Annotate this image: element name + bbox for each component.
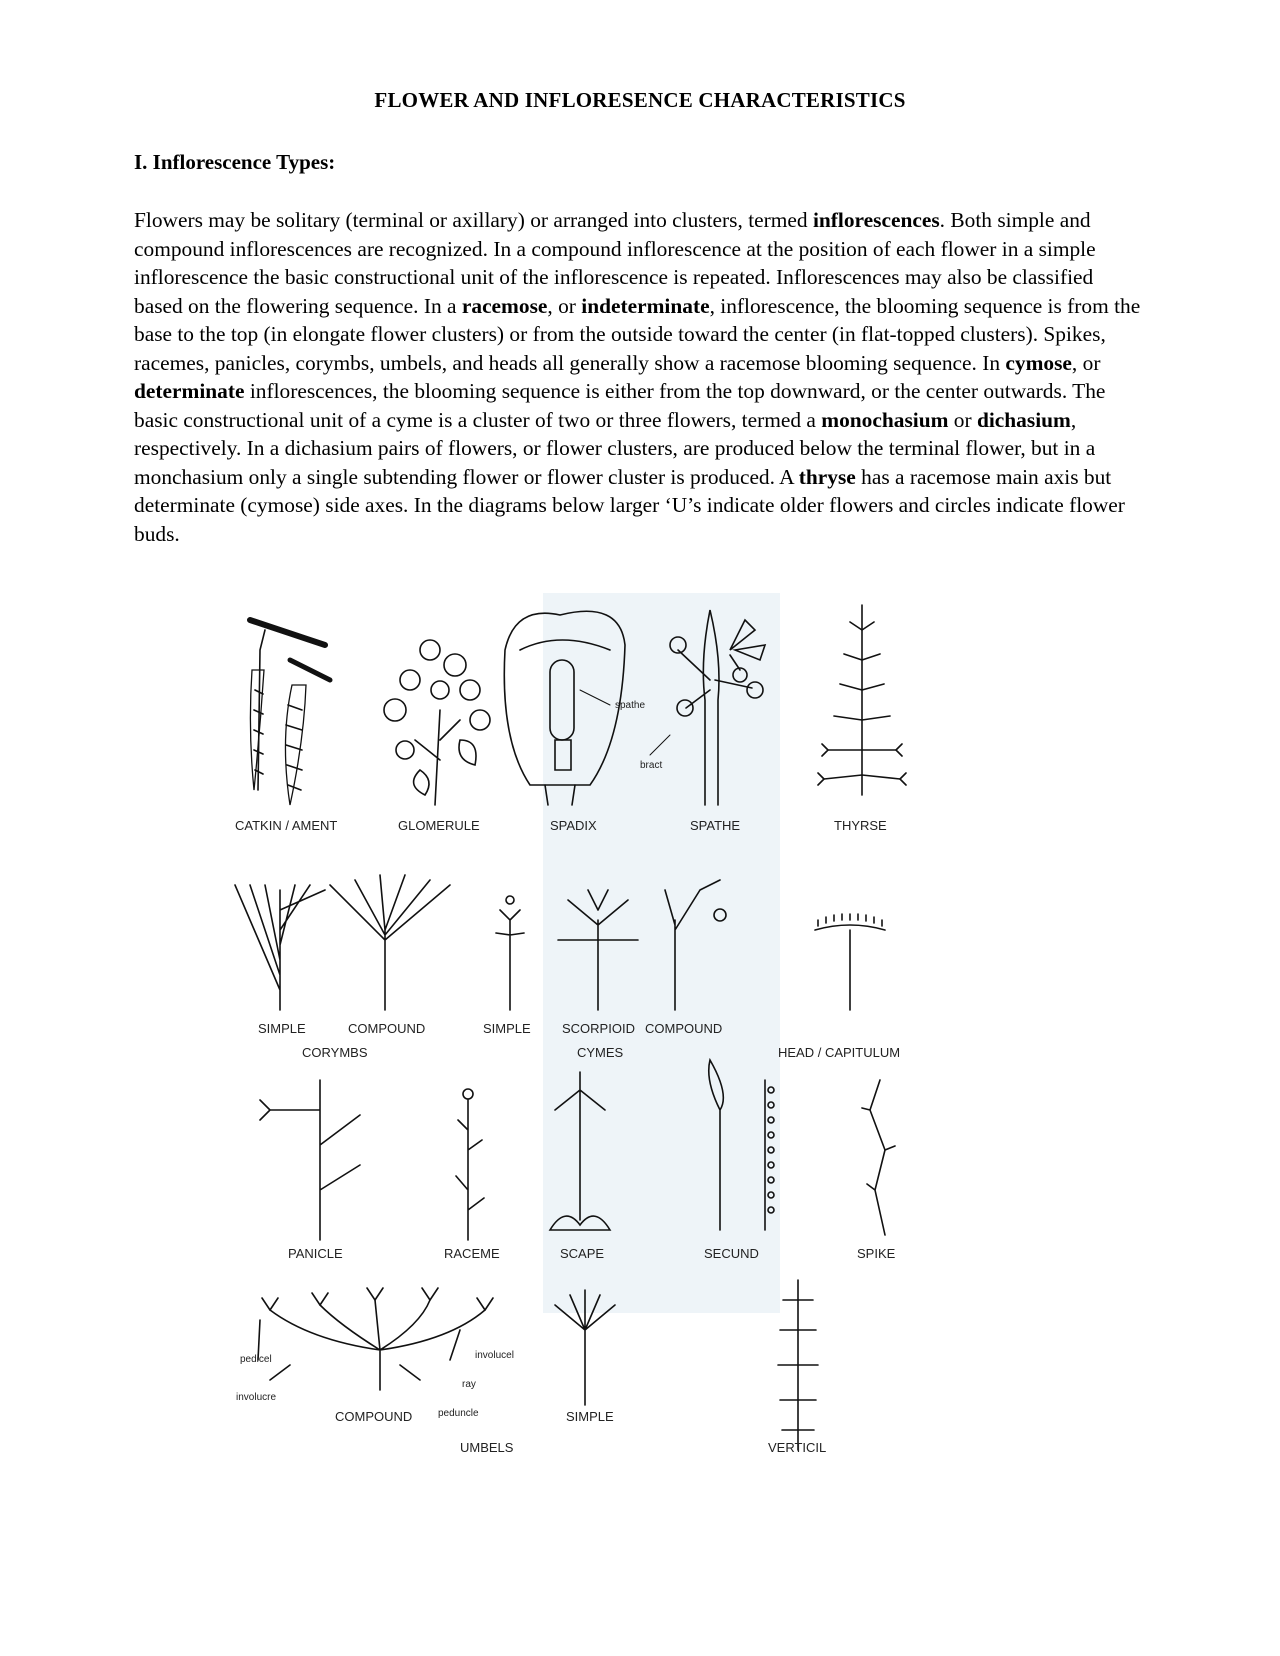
label-panicle: PANICLE (288, 1246, 343, 1261)
bold-term: monochasium (821, 407, 949, 432)
label-glomerule: GLOMERULE (398, 818, 480, 833)
paragraph-text: inflorescences, the blooming sequence is either from the top downward, or the center outwards. The basic constructional unit of a cyme is a cluster of two or three flowers, termed a (134, 379, 1106, 432)
label-cyme-scorpioid: SCORPIOID (562, 1021, 635, 1036)
section-heading: I. Inflorescence Types: (134, 150, 336, 174)
paragraph-text: has a racemose main axis but determinate (cymose) side axes. In the diagrams below larger ‘U’s indicate older flowers and circles indicate flower buds. (134, 464, 1125, 546)
panicle-illustration (260, 1080, 360, 1240)
label-scape: SCAPE (560, 1246, 605, 1261)
row-1 (235, 605, 906, 833)
label-spadix: SPADIX (550, 818, 597, 833)
callout-involucre: involucre (236, 1392, 277, 1403)
bold-term: inflorescences (812, 208, 940, 232)
cyme-compound-illustration (665, 880, 726, 1010)
callout-pedicel: pedicel (240, 1354, 272, 1365)
thyrse-illustration (818, 605, 906, 795)
label-corymb-simple: SIMPLE (258, 1021, 306, 1036)
paragraph-text: . Both simple and compound inflorescences are recognized. In a compound inflorescence at the position of each flower in a simple inflorescence the basic constructional unit of the inflorescence is repeated. Inflorescences may also be classified based on the flowering sequence. In a (134, 208, 1096, 318)
raceme-illustration (456, 1089, 484, 1240)
paragraph-text: , or (1071, 350, 1101, 375)
label-thyrse: THYRSE (834, 818, 887, 833)
spathe-illustration (650, 610, 765, 805)
spadix-illustration (504, 611, 625, 805)
bold-term: indeterminate (581, 293, 710, 318)
spathe-callout: spathe (615, 700, 646, 711)
bract-callout: bract (640, 760, 663, 771)
label-secund: SECUND (704, 1246, 759, 1261)
intro-paragraph (134, 206, 1144, 548)
cyme-scorpioid-illustration (558, 890, 638, 1010)
label-umbel-compound: COMPOUND (335, 1409, 413, 1424)
glomerule-illustration (384, 640, 490, 805)
label-umbels: UMBELS (460, 1440, 514, 1455)
row-2 (235, 875, 900, 1060)
scape-illustration (550, 1072, 610, 1230)
label-corymb-compound: COMPOUND (348, 1021, 426, 1036)
label-corymbs: CORYMBS (302, 1045, 368, 1060)
label-raceme: RACEME (444, 1246, 500, 1261)
label-catkin: CATKIN / AMENT (235, 818, 338, 833)
callout-ray: ray (462, 1379, 476, 1390)
label-cymes: CYMES (577, 1045, 624, 1060)
label-verticil: VERTICIL (768, 1440, 827, 1455)
paragraph-text: Flowers may be solitary (terminal or axillary) or arranged into clusters, termed (134, 208, 813, 232)
corymb-simple-illustration (235, 885, 325, 1010)
paragraph-text: , or (547, 293, 582, 318)
bold-term: thryse (798, 464, 856, 489)
umbel-compound-illustration (258, 1288, 493, 1390)
inflorescence-diagram-plate (230, 590, 990, 1540)
paragraph-text: or (948, 407, 977, 432)
spike-illustration (862, 1080, 895, 1235)
row-3 (260, 1060, 896, 1261)
document-title: FLOWER AND INFLORESENCE CHARACTERISTICS (374, 88, 906, 112)
cyme-simple-illustration (496, 896, 524, 1010)
catkin-illustration (250, 620, 330, 805)
verticil-illustration (778, 1280, 818, 1450)
bold-term: determinate (134, 379, 245, 403)
secund-illustration (709, 1060, 774, 1230)
label-head: HEAD / CAPITULUM (778, 1045, 901, 1060)
bold-term: racemose (461, 293, 548, 318)
row-4 (236, 1280, 826, 1455)
callout-involucel: involucel (475, 1350, 514, 1361)
head-illustration (815, 914, 885, 1010)
label-cyme-simple: SIMPLE (483, 1021, 531, 1036)
label-spike: SPIKE (857, 1246, 896, 1261)
label-spathe: SPATHE (690, 818, 741, 833)
umbel-simple-illustration (555, 1290, 615, 1405)
label-umbel-simple: SIMPLE (566, 1409, 614, 1424)
bold-term: cymose (1005, 350, 1072, 375)
corymb-compound-illustration (330, 875, 450, 1010)
bold-term: dichasium (976, 407, 1071, 432)
callout-peduncle: peduncle (438, 1408, 479, 1419)
paragraph-text: , respectively. In a dichasium pairs of flowers, or flower clusters, are produced below the terminal flower, but in a monchasium only a single subtending flower or flower cluster is produced. A (134, 407, 1096, 489)
label-cyme-compound: COMPOUND (645, 1021, 723, 1036)
paragraph-text: , inflorescence, the blooming sequence is from the base to the top (in elongate flower clusters) or from the outside toward the center (in flat-topped clusters). Spikes, racemes, panicles, corymbs, umbels, and heads all generally show a racemose blooming sequence. In (134, 293, 1141, 375)
